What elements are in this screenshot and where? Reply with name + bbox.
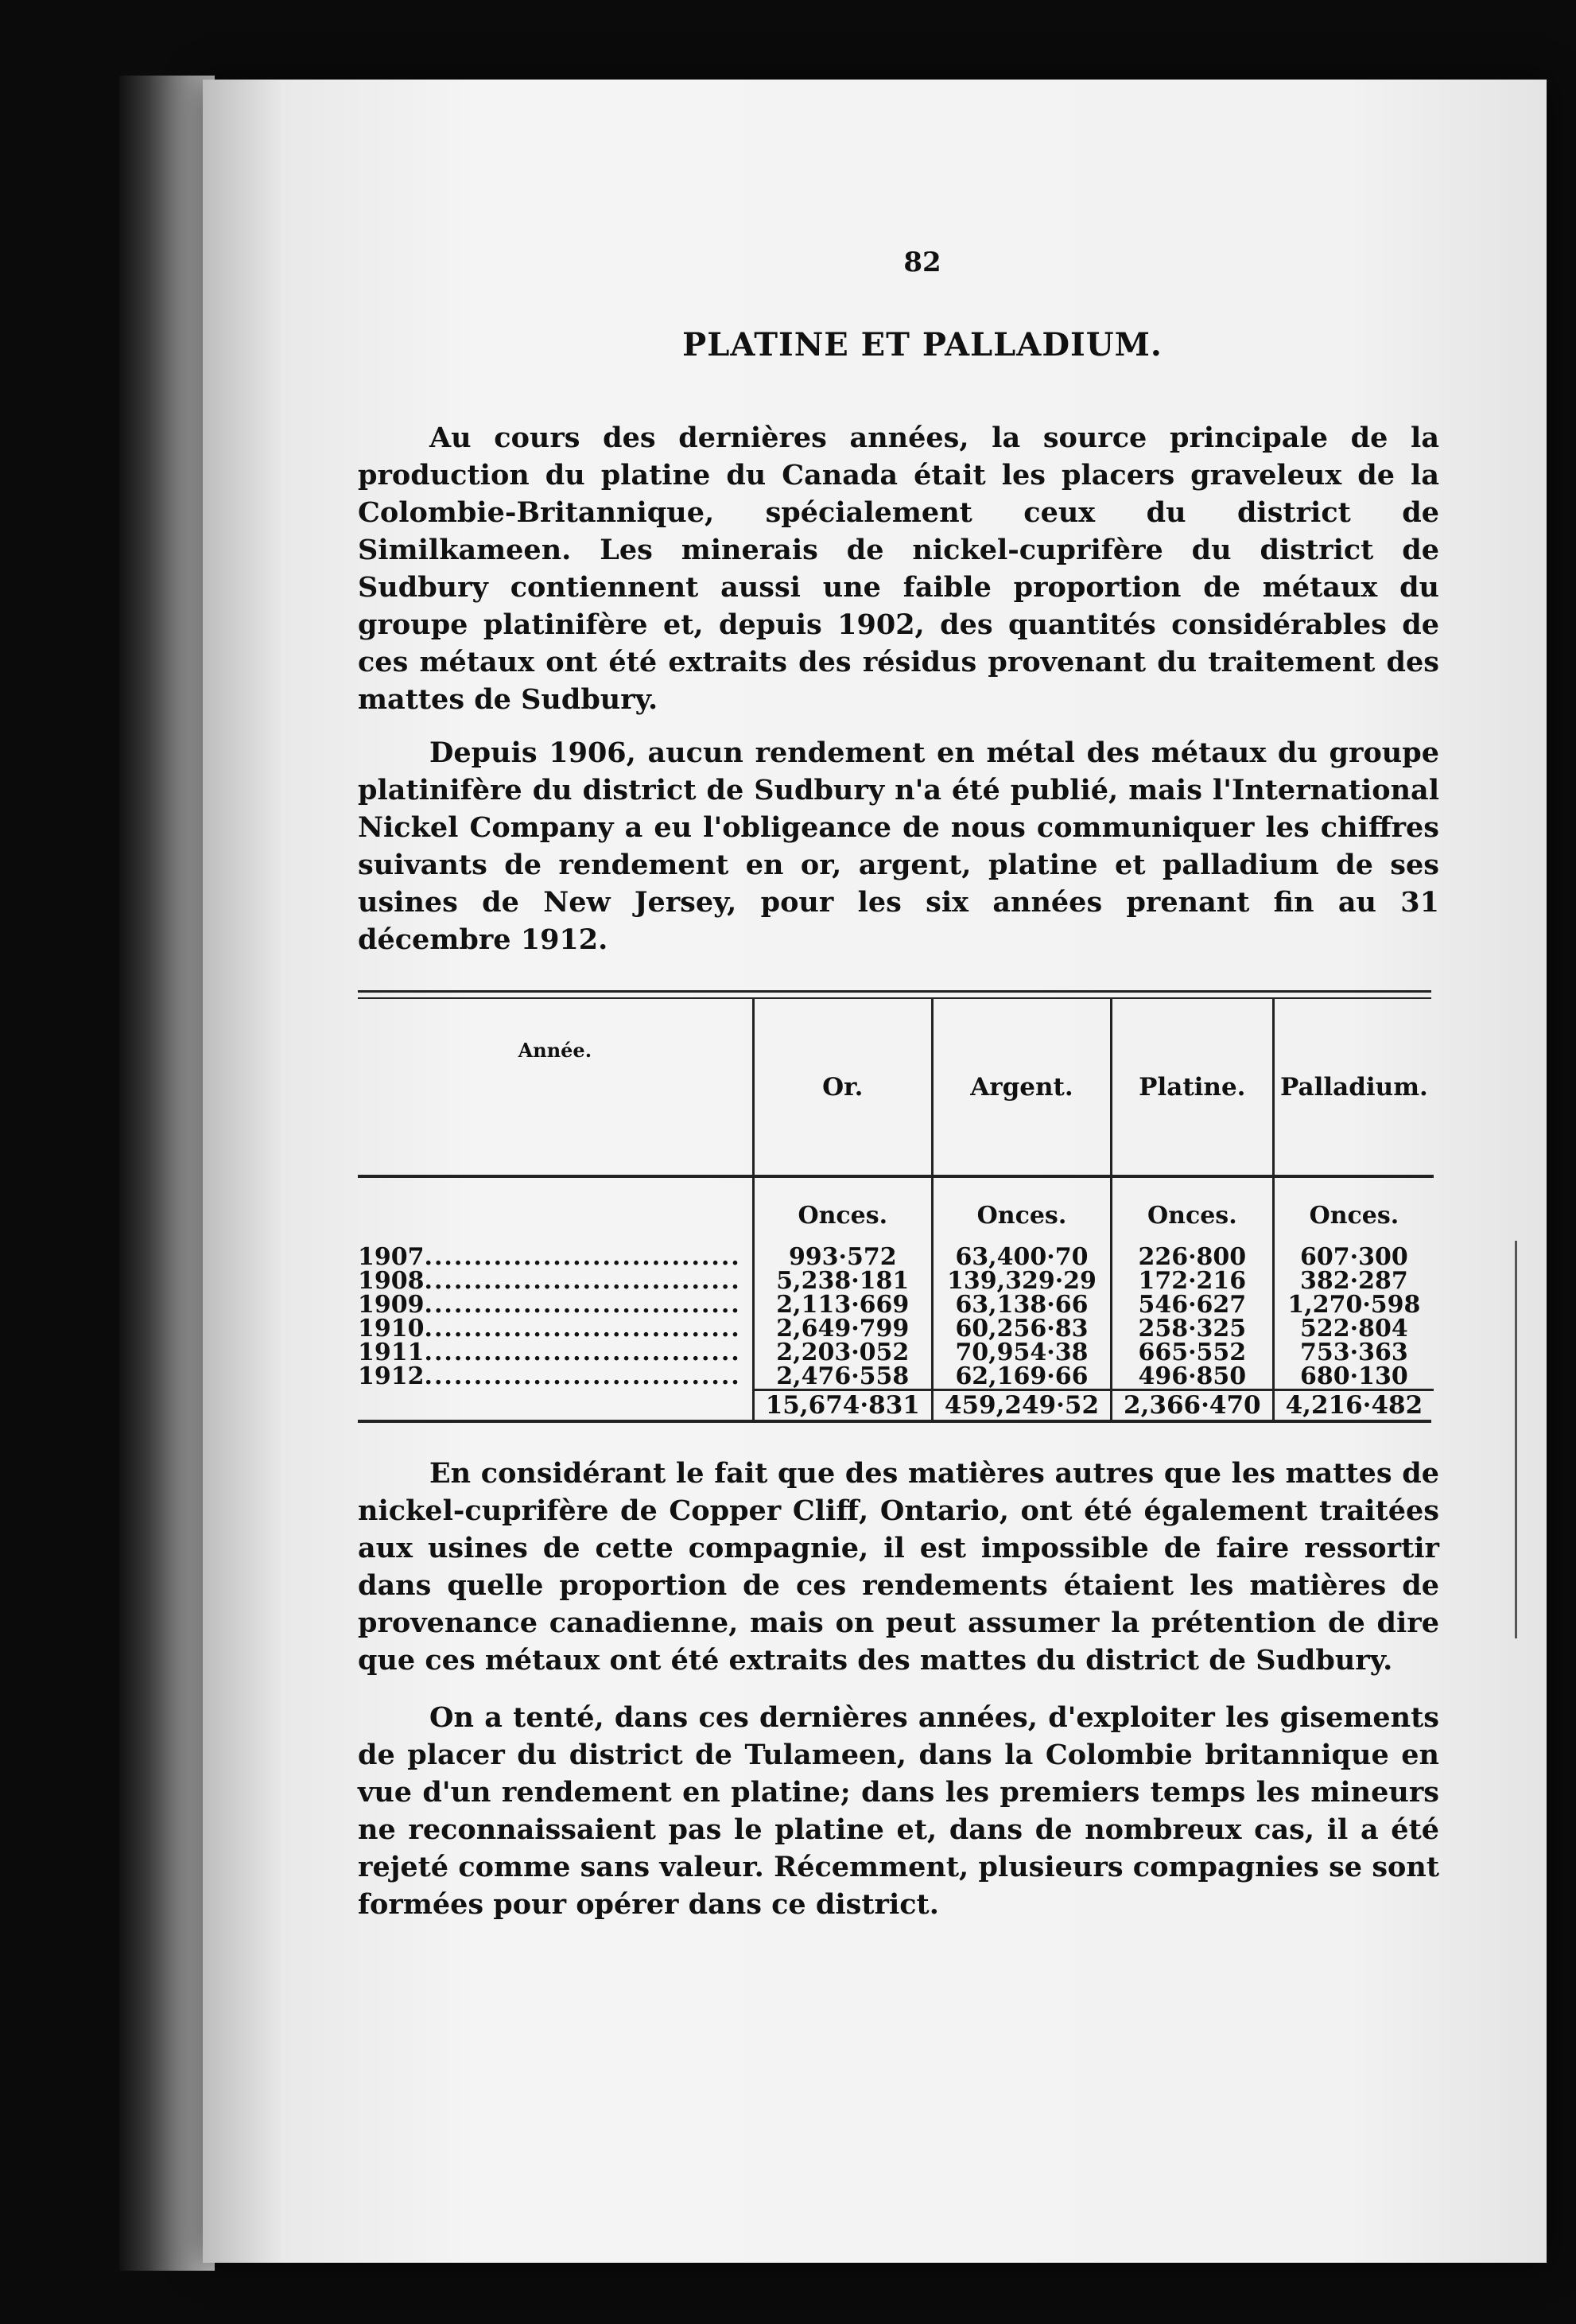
- book-binding-edge: [119, 76, 215, 2271]
- palladium-value: 680·130: [1300, 1362, 1408, 1390]
- totals-row: [358, 1390, 1434, 1420]
- year-row: [358, 1317, 741, 1341]
- paragraph-copper-cliff: En considérant le fait que des matières autres que les mattes de nickel-cuprifère de Copper Cliff, Ontario, ont été également traitées aux usines de cette compagnie, il est impossible de faire ressortir dans quelle proportion de ces rendements étaient les matières de provenance canadienne, mais on peut assumer la prétention de dire que ces métaux ont été extraits des mattes du district de Sudbury.: [358, 1457, 1439, 1677]
- unit-palladium: Onces.: [1273, 1176, 1434, 1246]
- page-edge-mark: [1515, 1241, 1517, 1638]
- palladium-value: 522·804: [1300, 1315, 1408, 1343]
- argent-value: 60,256·83: [955, 1315, 1089, 1343]
- page-title: PLATINE ET PALLADIUM.: [682, 326, 1163, 363]
- or-column: [753, 1243, 932, 1390]
- year-label: 1908: [358, 1267, 425, 1295]
- platine-value: 258·325: [1138, 1315, 1247, 1343]
- data-rows: [358, 1246, 1434, 1390]
- year-label: 1909: [358, 1291, 425, 1319]
- year-label: 1907: [358, 1243, 425, 1271]
- year-label: 1911: [358, 1339, 425, 1366]
- paragraph-tulameen: On a tenté, dans ces dernières années, d'exploiter les gisements de placer du district de Tulameen, dans la Colombie britannique en vue d'un rendement en platine; dans les premiers temps les mineurs ne reconnaissaient pas le platine et, dans de nombreux cas, il a été rejeté comme sans valeur. Récemment, plusieurs compagnies se sont formées pour opérer dans ce district.: [358, 1701, 1439, 1921]
- table-header-row: [358, 999, 1434, 1176]
- argent-value: 139,329·29: [947, 1267, 1097, 1295]
- palladium-value: 382·287: [1300, 1267, 1408, 1295]
- year-row: [358, 1269, 741, 1293]
- palladium-column: [1273, 1243, 1434, 1390]
- table-bottom-rule: [358, 1420, 1431, 1423]
- total-or: 15,674·831: [753, 1390, 932, 1420]
- year-row: [358, 1362, 741, 1390]
- year-label: 1912: [358, 1362, 425, 1390]
- leader-dots: ................................: [424, 1291, 741, 1319]
- header-or: Or.: [753, 999, 932, 1176]
- leader-dots: ................................: [424, 1243, 741, 1271]
- totals-blank: [358, 1390, 753, 1420]
- or-value: 993·572: [788, 1243, 897, 1271]
- header-palladium: Palladium.: [1273, 999, 1434, 1176]
- header-year: Année.: [518, 1039, 592, 1062]
- or-value: 2,203·052: [776, 1339, 910, 1366]
- leader-dots: ................................: [424, 1339, 741, 1366]
- platine-value: 546·627: [1138, 1291, 1247, 1319]
- or-value: 2,113·669: [776, 1291, 910, 1319]
- unit-platine: Onces.: [1112, 1176, 1274, 1246]
- leader-dots: ................................: [424, 1362, 741, 1390]
- unit-row: [358, 1176, 1434, 1246]
- year-column: [358, 1243, 753, 1390]
- production-table: [358, 999, 1434, 1420]
- page-number: 82: [903, 247, 941, 278]
- argent-value: 70,954·38: [955, 1339, 1089, 1366]
- unit-blank: [358, 1176, 753, 1246]
- year-row: [358, 1293, 741, 1317]
- platine-value: 496·850: [1138, 1362, 1247, 1390]
- platine-value: 172·216: [1138, 1267, 1247, 1295]
- unit-argent: Onces.: [932, 1176, 1111, 1246]
- page-content: [358, 247, 1439, 1923]
- total-palladium: 4,216·482: [1273, 1390, 1434, 1420]
- palladium-value: 607·300: [1300, 1243, 1408, 1271]
- or-value: 5,238·181: [776, 1267, 910, 1295]
- argent-value: 62,169·66: [955, 1362, 1089, 1390]
- year-row: [358, 1243, 741, 1271]
- year-row: [358, 1341, 741, 1365]
- paragraph-sudbury: Depuis 1906, aucun rendement en métal des métaux du groupe platinifère du district de Sudbury n'a été publié, mais l'International Nickel Company a eu l'obligeance de nous communiquer les chiffres suivants de rendement en or, argent, platine et palladium de ses usines de New Jersey, pour les six années prenant fin au 31 décembre 1912.: [358, 736, 1439, 956]
- table-top-rule: [358, 990, 1431, 999]
- argent-value: 63,138·66: [955, 1291, 1089, 1319]
- platine-value: 226·800: [1138, 1243, 1247, 1271]
- total-argent: 459,249·52: [932, 1390, 1111, 1420]
- palladium-value: 1,270·598: [1287, 1291, 1421, 1319]
- or-value: 2,476·558: [776, 1362, 910, 1390]
- argent-column: [932, 1243, 1111, 1390]
- header-platine: Platine.: [1112, 999, 1274, 1176]
- argent-value: 63,400·70: [955, 1243, 1089, 1271]
- total-platine: 2,366·470: [1112, 1390, 1274, 1420]
- paragraph-intro: Au cours des dernières années, la source principale de la production du platine du Canada était les placers graveleux de la Colombie-Britannique, spécialement ceux du district de Similkameen. Les minerais de nickel-cuprifère du district de Sudbury contiennent aussi une faible proportion de métaux du groupe platinifère et, depuis 1902, des quantités considérables de ces métaux ont été extraits des résidus provenant du traitement des mattes de Sudbury.: [358, 422, 1439, 716]
- platine-value: 665·552: [1138, 1339, 1247, 1366]
- palladium-value: 753·363: [1300, 1339, 1408, 1366]
- header-argent: Argent.: [932, 999, 1111, 1176]
- unit-or: Onces.: [753, 1176, 932, 1246]
- production-table-wrapper: [358, 990, 1431, 1423]
- leader-dots: ................................: [424, 1315, 741, 1343]
- platine-column: [1112, 1243, 1274, 1390]
- leader-dots: ................................: [424, 1267, 741, 1295]
- or-value: 2,649·799: [776, 1315, 910, 1343]
- year-label: 1910: [358, 1315, 425, 1343]
